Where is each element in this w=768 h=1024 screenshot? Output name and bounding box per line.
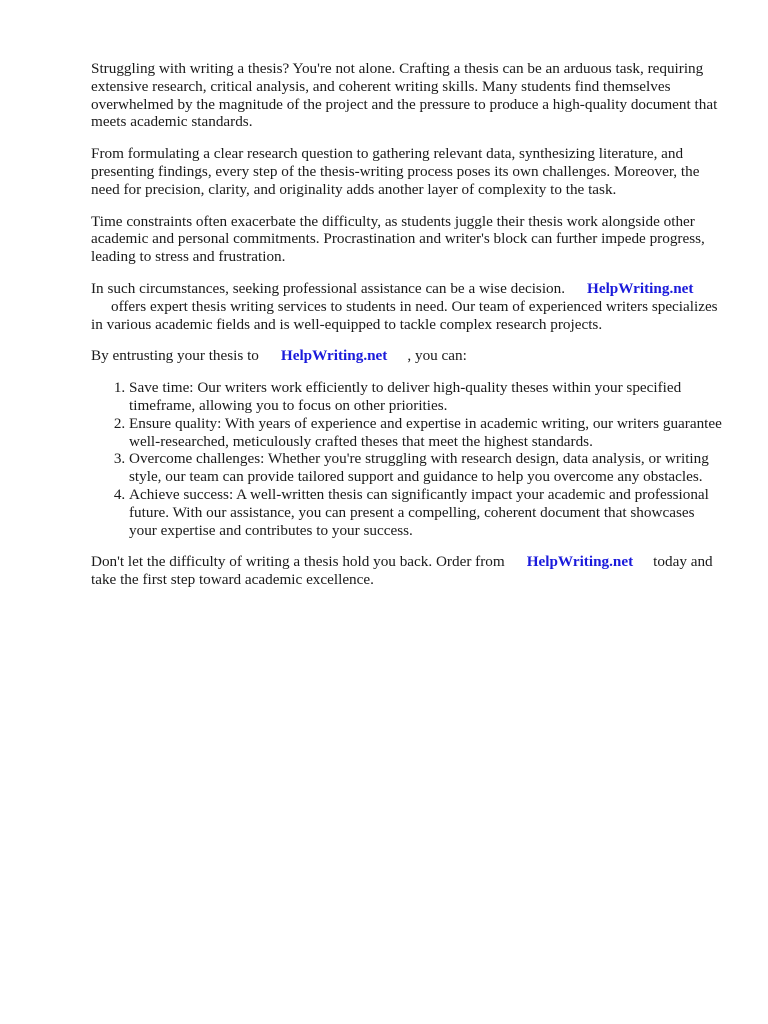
paragraph-text: today and take the first step toward academic excellence. (91, 553, 713, 589)
list-item: 1. Save time: Our writers work efficiently to deliver high-quality theses within your specified timeframe, allowing you to focus on other priorities. (129, 379, 723, 415)
helpwriting-link[interactable]: HelpWriting.net (587, 279, 694, 297)
paragraph-text: In such circumstances, seeking professional assistance can be a wise decision. (91, 279, 566, 297)
helpwriting-link[interactable]: HelpWriting.net (526, 553, 634, 571)
helpwriting-link[interactable]: HelpWriting.net (280, 347, 388, 365)
document-page (91, 60, 723, 603)
paragraph-professional-assistance (91, 280, 723, 333)
paragraph-entrusting (91, 347, 723, 365)
paragraph-time-constraints: Time constraints often exacerbate the difficulty, as students juggle their thesis work alongside other academic and personal commitments. Procrastination and writer's block can further impede progress, leading to stress and frustration. (91, 212, 705, 266)
paragraph-text: By entrusting your thesis to (91, 347, 259, 365)
paragraph-intro: Struggling with writing a thesis? You're not alone. Crafting a thesis can be an arduous task, requiring extensive research, critical analysis, and coherent writing skills. Many students find themselves overwhelmed by the magnitude of the project and the pressure to produce a high-quality document that meets academic standards. (91, 60, 718, 131)
paragraph-text: , you can: (407, 347, 467, 365)
list-item: 2. Ensure quality: With years of experience and expertise in academic writing, our writers guarantee well-researched, meticulously crafted theses that meet the highest standards. (129, 415, 723, 451)
list-item: 4. Achieve success: A well-written thesis can significantly impact your academic and professional future. With our assistance, you can present a compelling, coherent document that showcases your expertise and contributes to your success. (129, 486, 723, 539)
list-item: 3. Overcome challenges: Whether you're struggling with research design, data analysis, or writing style, our team can provide tailored support and guidance to help you overcome any obstacles. (129, 450, 723, 486)
paragraph-challenges: From formulating a clear research question to gathering relevant data, synthesizing literature, and presenting findings, every step of the thesis-writing process poses its own challenges. Moreover, the need for precision, clarity, and originality adds another layer of complexity to the task. (91, 145, 700, 198)
paragraph-text: offers expert thesis writing services to students in need. Our team of experienced writers specializes in various academic fields and is well-equipped to tackle complex research projects. (91, 297, 718, 333)
benefits-list (91, 379, 723, 539)
paragraph-text: Don't let the difficulty of writing a thesis hold you back. Order from (91, 553, 505, 571)
paragraph-call-to-action (91, 553, 723, 589)
